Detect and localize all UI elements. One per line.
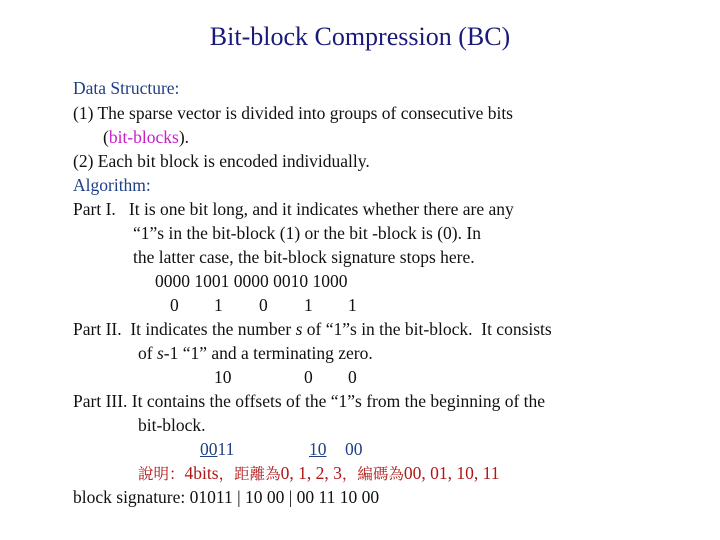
part-3-offset-group-1 — [200, 439, 234, 459]
part-3-line-2: bit-block. — [138, 415, 206, 435]
note-cjk-explanation: 說明： — [138, 465, 185, 483]
part-1-line-3: the latter case, the bit-block signature stops here. — [133, 247, 475, 267]
part-1-flag: 1 — [304, 295, 313, 315]
part-1-line-2: “1”s in the bit-block (1) or the bit -block is (0). In — [133, 223, 481, 243]
data-structure-heading: Data Structure: — [73, 78, 180, 98]
part-3-note — [138, 463, 499, 484]
part-2-line-1-pre: Part II. It indicates the number — [73, 319, 296, 339]
part-2-code: 0 — [304, 367, 313, 387]
part-3-offset-rest: 11 — [217, 439, 235, 459]
bit-blocks-term: bit-blocks — [108, 127, 179, 147]
part-2-line-2 — [138, 343, 373, 363]
part-2-line-1 — [73, 319, 552, 339]
data-structure-item-2: (2) Each bit block is encoded individually. — [73, 151, 370, 171]
part-3-offset-underlined: 00 — [200, 439, 218, 459]
part-2-variable-s: s — [156, 343, 164, 363]
part-2-code: 10 — [214, 367, 232, 387]
part-3-offset-group-3: 00 — [345, 439, 363, 459]
data-structure-item-1-line-2 — [103, 127, 189, 147]
part-3-line-1: Part III. It contains the offsets of the “1”s from the beginning of the — [73, 391, 546, 411]
part-1-flag: 0 — [170, 295, 179, 315]
part-2-codes-row — [0, 367, 720, 387]
open-paren: ( — [103, 127, 109, 147]
block-signature: block signature: 01011 | 10 00 | 00 11 10 00 — [73, 487, 380, 507]
note-bits: 4bits — [184, 463, 219, 483]
part-2-line-2-pre: of — [138, 343, 157, 363]
note-encodings: 00, 01, 10, 11 — [403, 463, 500, 483]
part-1-flag: 1 — [348, 295, 357, 315]
close-paren: ). — [178, 127, 190, 147]
part-1-flag: 1 — [214, 295, 223, 315]
note-cjk-encoding: ，編碼為 — [341, 465, 404, 483]
note-cjk-distance: ，距離為 — [218, 465, 281, 483]
part-1-flags-row — [0, 295, 720, 315]
part-2-line-1-post: of “1”s in the bit-block. It consists — [302, 319, 552, 339]
part-2-variable-s: s — [295, 319, 303, 339]
part-1-bit-groups: 0000 1001 0000 0010 1000 — [155, 271, 348, 291]
data-structure-item-1-line-1: (1) The sparse vector is divided into groups of consecutive bits — [73, 103, 513, 123]
part-1-flag: 0 — [259, 295, 268, 315]
part-2-line-2-post: -1 “1” and a terminating zero. — [163, 343, 373, 363]
part-3-offsets-row — [0, 439, 720, 459]
note-distances: 0, 1, 2, 3 — [280, 463, 342, 483]
part-1-line-1: Part I. It is one bit long, and it indicates whether there are any — [73, 199, 514, 219]
algorithm-heading: Algorithm: — [73, 175, 151, 195]
slide-title: Bit-block Compression (BC) — [209, 22, 511, 51]
part-2-code: 0 — [348, 367, 357, 387]
part-3-offset-group-2: 10 — [309, 439, 327, 459]
